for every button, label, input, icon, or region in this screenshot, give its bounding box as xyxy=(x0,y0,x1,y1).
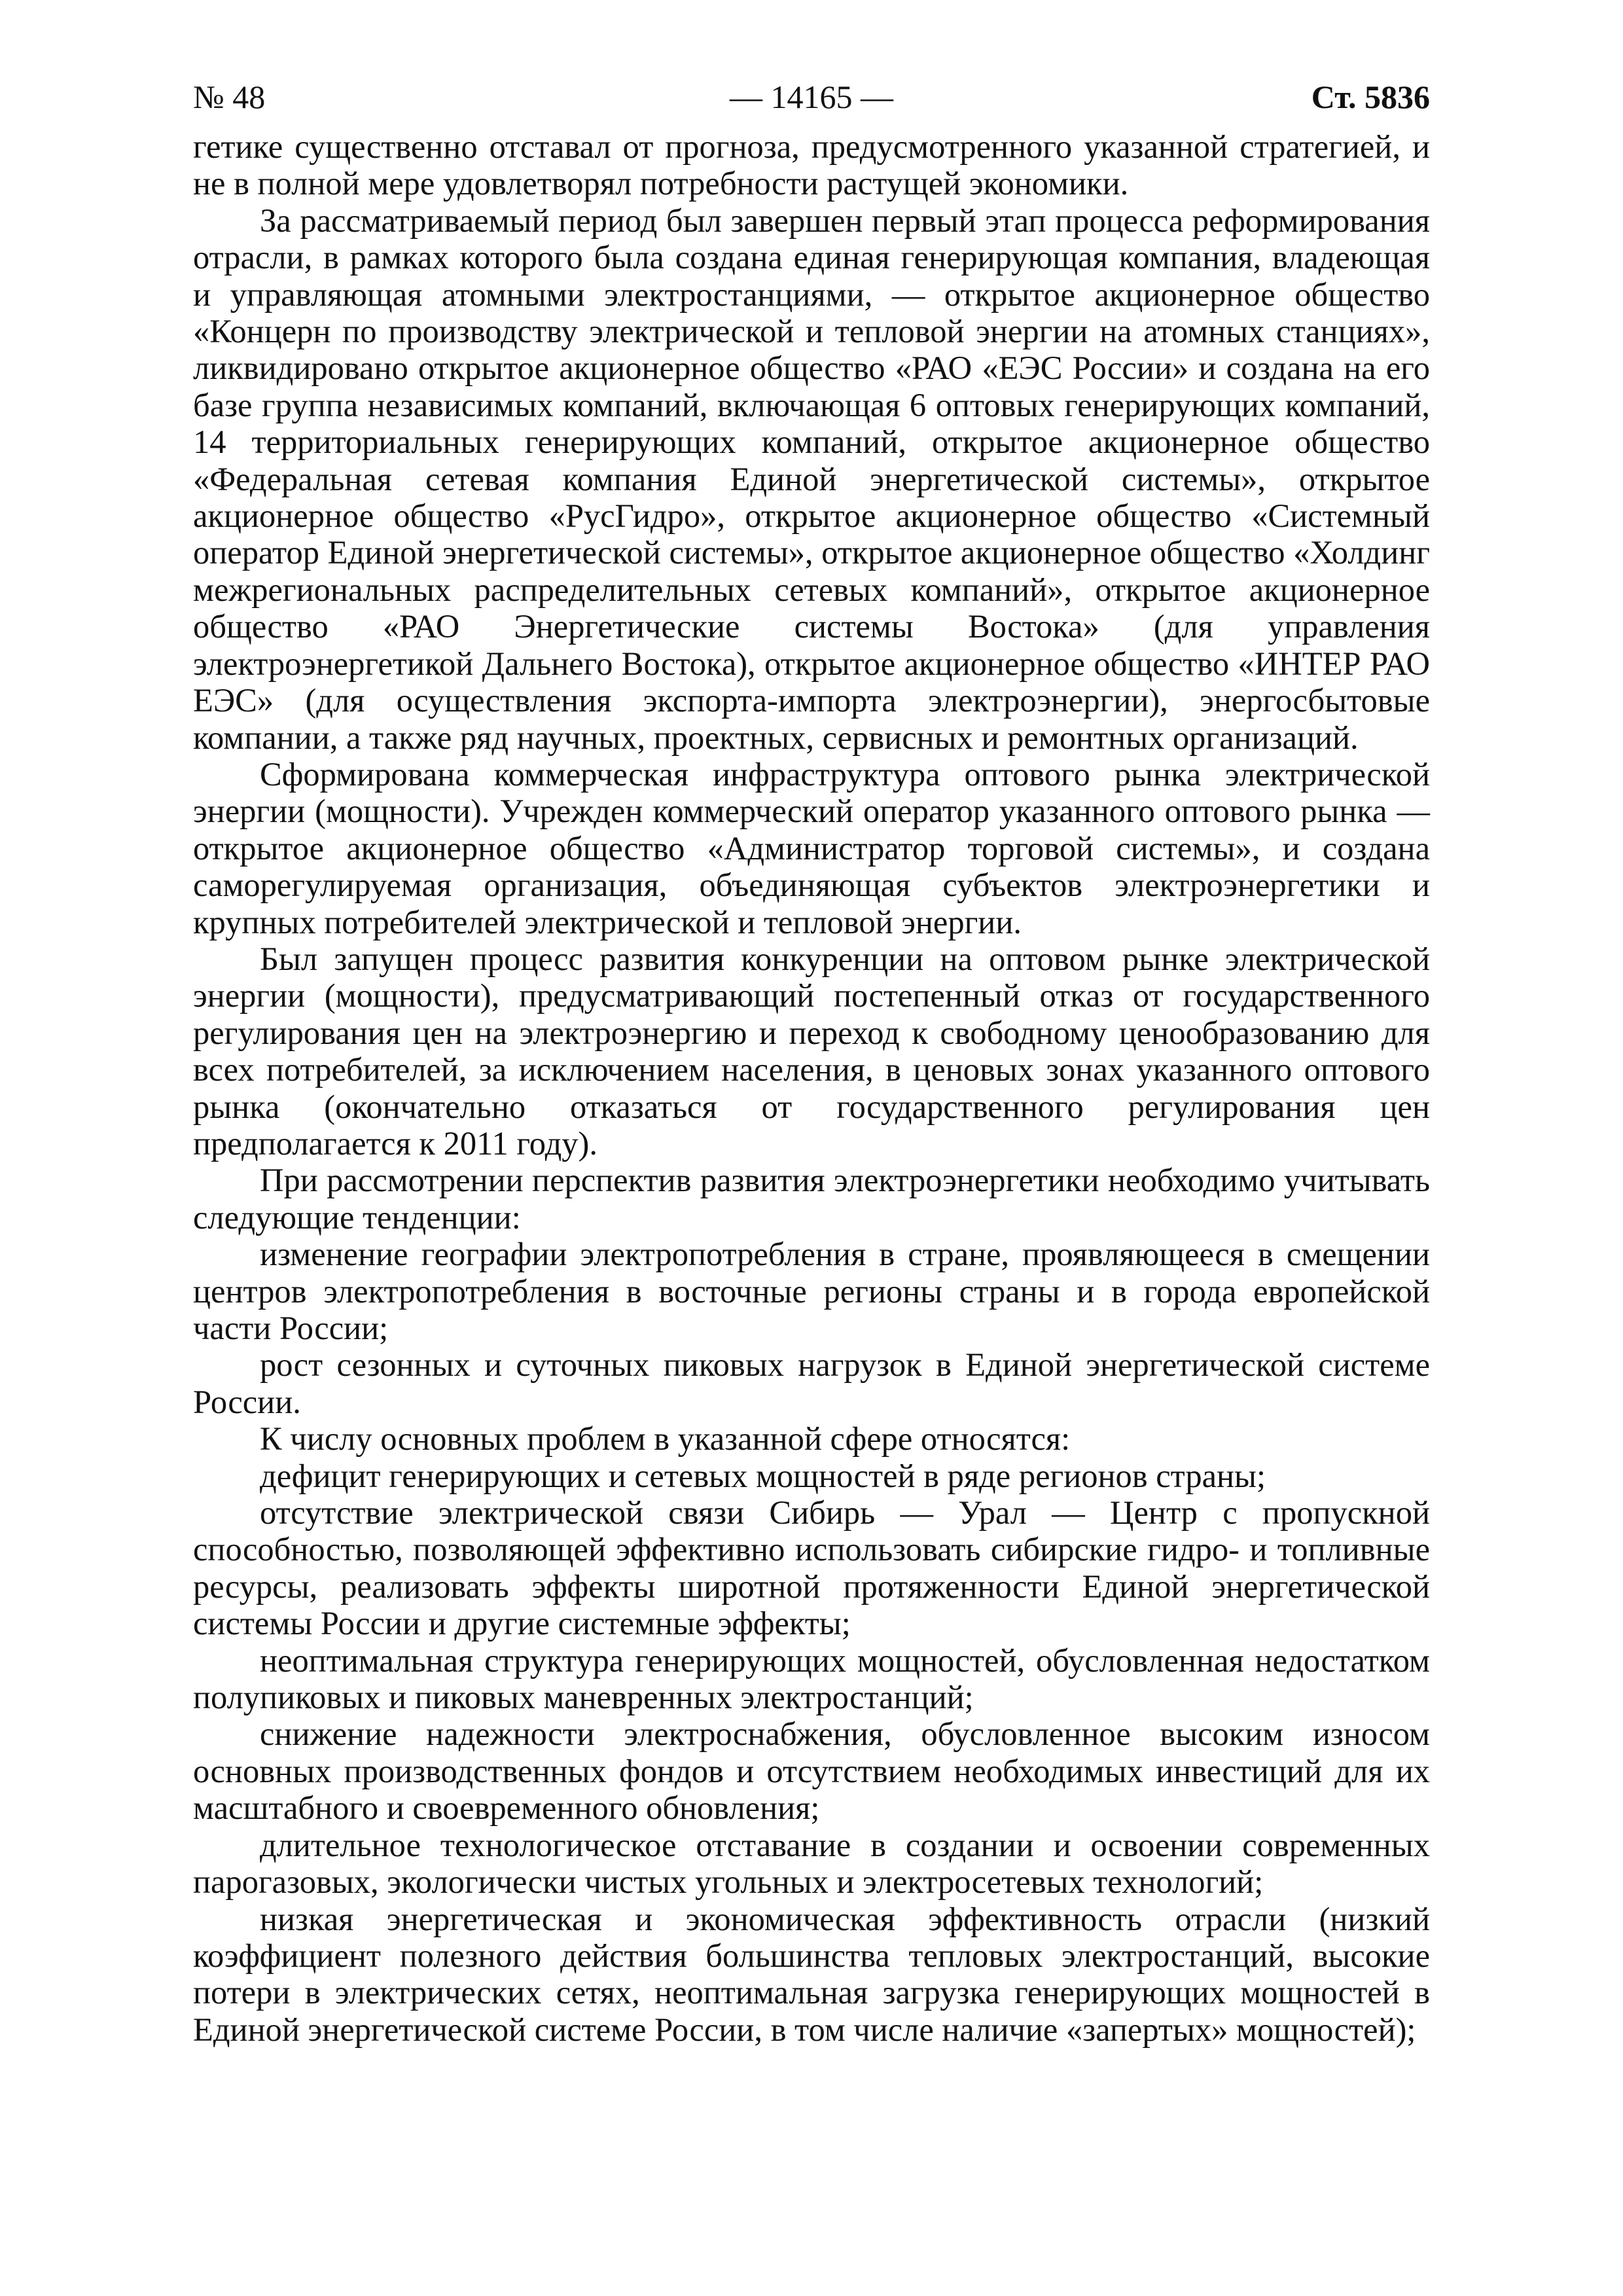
list-item: низкая энергетическая и экономическая эффективность отрасли (низкий коэффициент полезного действия большинства тепловых электростанций, высокие потери в электрических сетях, неоптимальная загрузка генерирующих мощностей в Единой энергетической системе России, в том числе наличие «запертых» мощностей); xyxy=(193,1900,1430,2048)
paragraph: К числу основных проблем в указанной сфере относятся: xyxy=(260,1420,1071,1458)
page-header xyxy=(193,65,1430,128)
list-item: длительное технологическое отставание в создании и освоении современных парогазовых, экологически чистых угольных и электросетевых технологий; xyxy=(193,1826,1430,1901)
list-item: рост сезонных и суточных пиковых нагрузок в Единой энергетической системе России. xyxy=(193,1346,1430,1420)
page-number: — 14165 — xyxy=(730,79,893,115)
paragraph: Был запущен процесс развития конкуренции на оптовом рынке электрической энергии (мощности), предусматривающий постепенный отказ от государственного регулирования цен на электроэнергию и переход к свободному ценообразованию для всех потребителей, за исключением населения, в ценовых зонах указанного оптового рынка (окончательно отказаться от государственного регулирования цен предполагается к 2011 году). xyxy=(193,940,1430,1162)
issue-number: № 48 xyxy=(193,79,266,115)
list-item: отсутствие электрической связи Сибирь — Урал — Центр с пропускной способностью, позволяющей эффективно использовать сибирские гидро- и топливные ресурсы, реализовать эффекты широтной протяженности Единой энергетической системы России и другие системные эффекты; xyxy=(193,1494,1430,1642)
document-body xyxy=(193,128,1430,2048)
paragraph: гетике существенно отставал от прогноза, предусмотренного указанной стратегией, и не в полной мере удовлетворял потребности растущей экономики. xyxy=(193,128,1430,202)
paragraph: Сформирована коммерческая инфраструктура оптового рынка электрической энергии (мощности). Учрежден коммерческий оператор указанного оптового рынка — открытое акционерное общество «Администратор торговой системы», и создана саморегулируемая организация, объединяющая субъектов электроэнергетики и крупных потребителей электрической и тепловой энергии. xyxy=(193,755,1430,941)
document-page xyxy=(193,65,1430,2048)
list-item: дефицит генерирующих и сетевых мощностей в ряде регионов страны; xyxy=(260,1457,1266,1494)
list-item: изменение географии электропотребления в стране, проявляющееся в смещении центров электропотребления в восточные регионы страны и в города европейской части России; xyxy=(193,1236,1430,1346)
list-item: снижение надежности электроснабжения, обусловленное высоким износом основных производственных фондов и отсутствием необходимых инвестиций для их масштабного и своевременного обновления; xyxy=(193,1715,1430,1827)
article-number: Ст. 5836 xyxy=(1311,79,1430,115)
paragraph: За рассматриваемый период был завершен первый этап процесса реформирования отрасли, в рамках которого была создана единая генерирующая компания, владеющая и управляющая атомными электростанциями, — открытое акционерное общество «Концерн по производству электрической и тепловой энергии на атомных станциях», ликвидировано открытое акционерное общество «РАО «ЕЭС России» и создана на его базе группа независимых компаний, включающая 6 оптовых генерирующих компаний, 14 территориальных генерирующих компаний, открытое акционерное общество «Федеральная сетевая компания Единой энергетической системы», открытое акционерное общество «РусГидро», открытое акционерное общество «Системный оператор Единой энергетической системы», открытое акционерное общество «Холдинг межрегиональных распределительных сетевых компаний», открытое акционерное общество «РАО Энергетические системы Востока» (для управления электроэнергетикой Дальнего Востока), открытое акционерное общество «ИНТЕР РАО ЕЭС» (для осуществления экспорта-импорта электроэнергии), энергосбытовые компании, а также ряд научных, проектных, сервисных и ремонтных организаций. xyxy=(193,202,1430,756)
list-item: неоптимальная структура генерирующих мощностей, обусловленная недостатком полупиковых и пиковых маневренных электростанций; xyxy=(193,1641,1430,1716)
paragraph: При рассмотрении перспектив развития электроэнергетики необходимо учитывать следующие тенденции: xyxy=(193,1162,1430,1236)
